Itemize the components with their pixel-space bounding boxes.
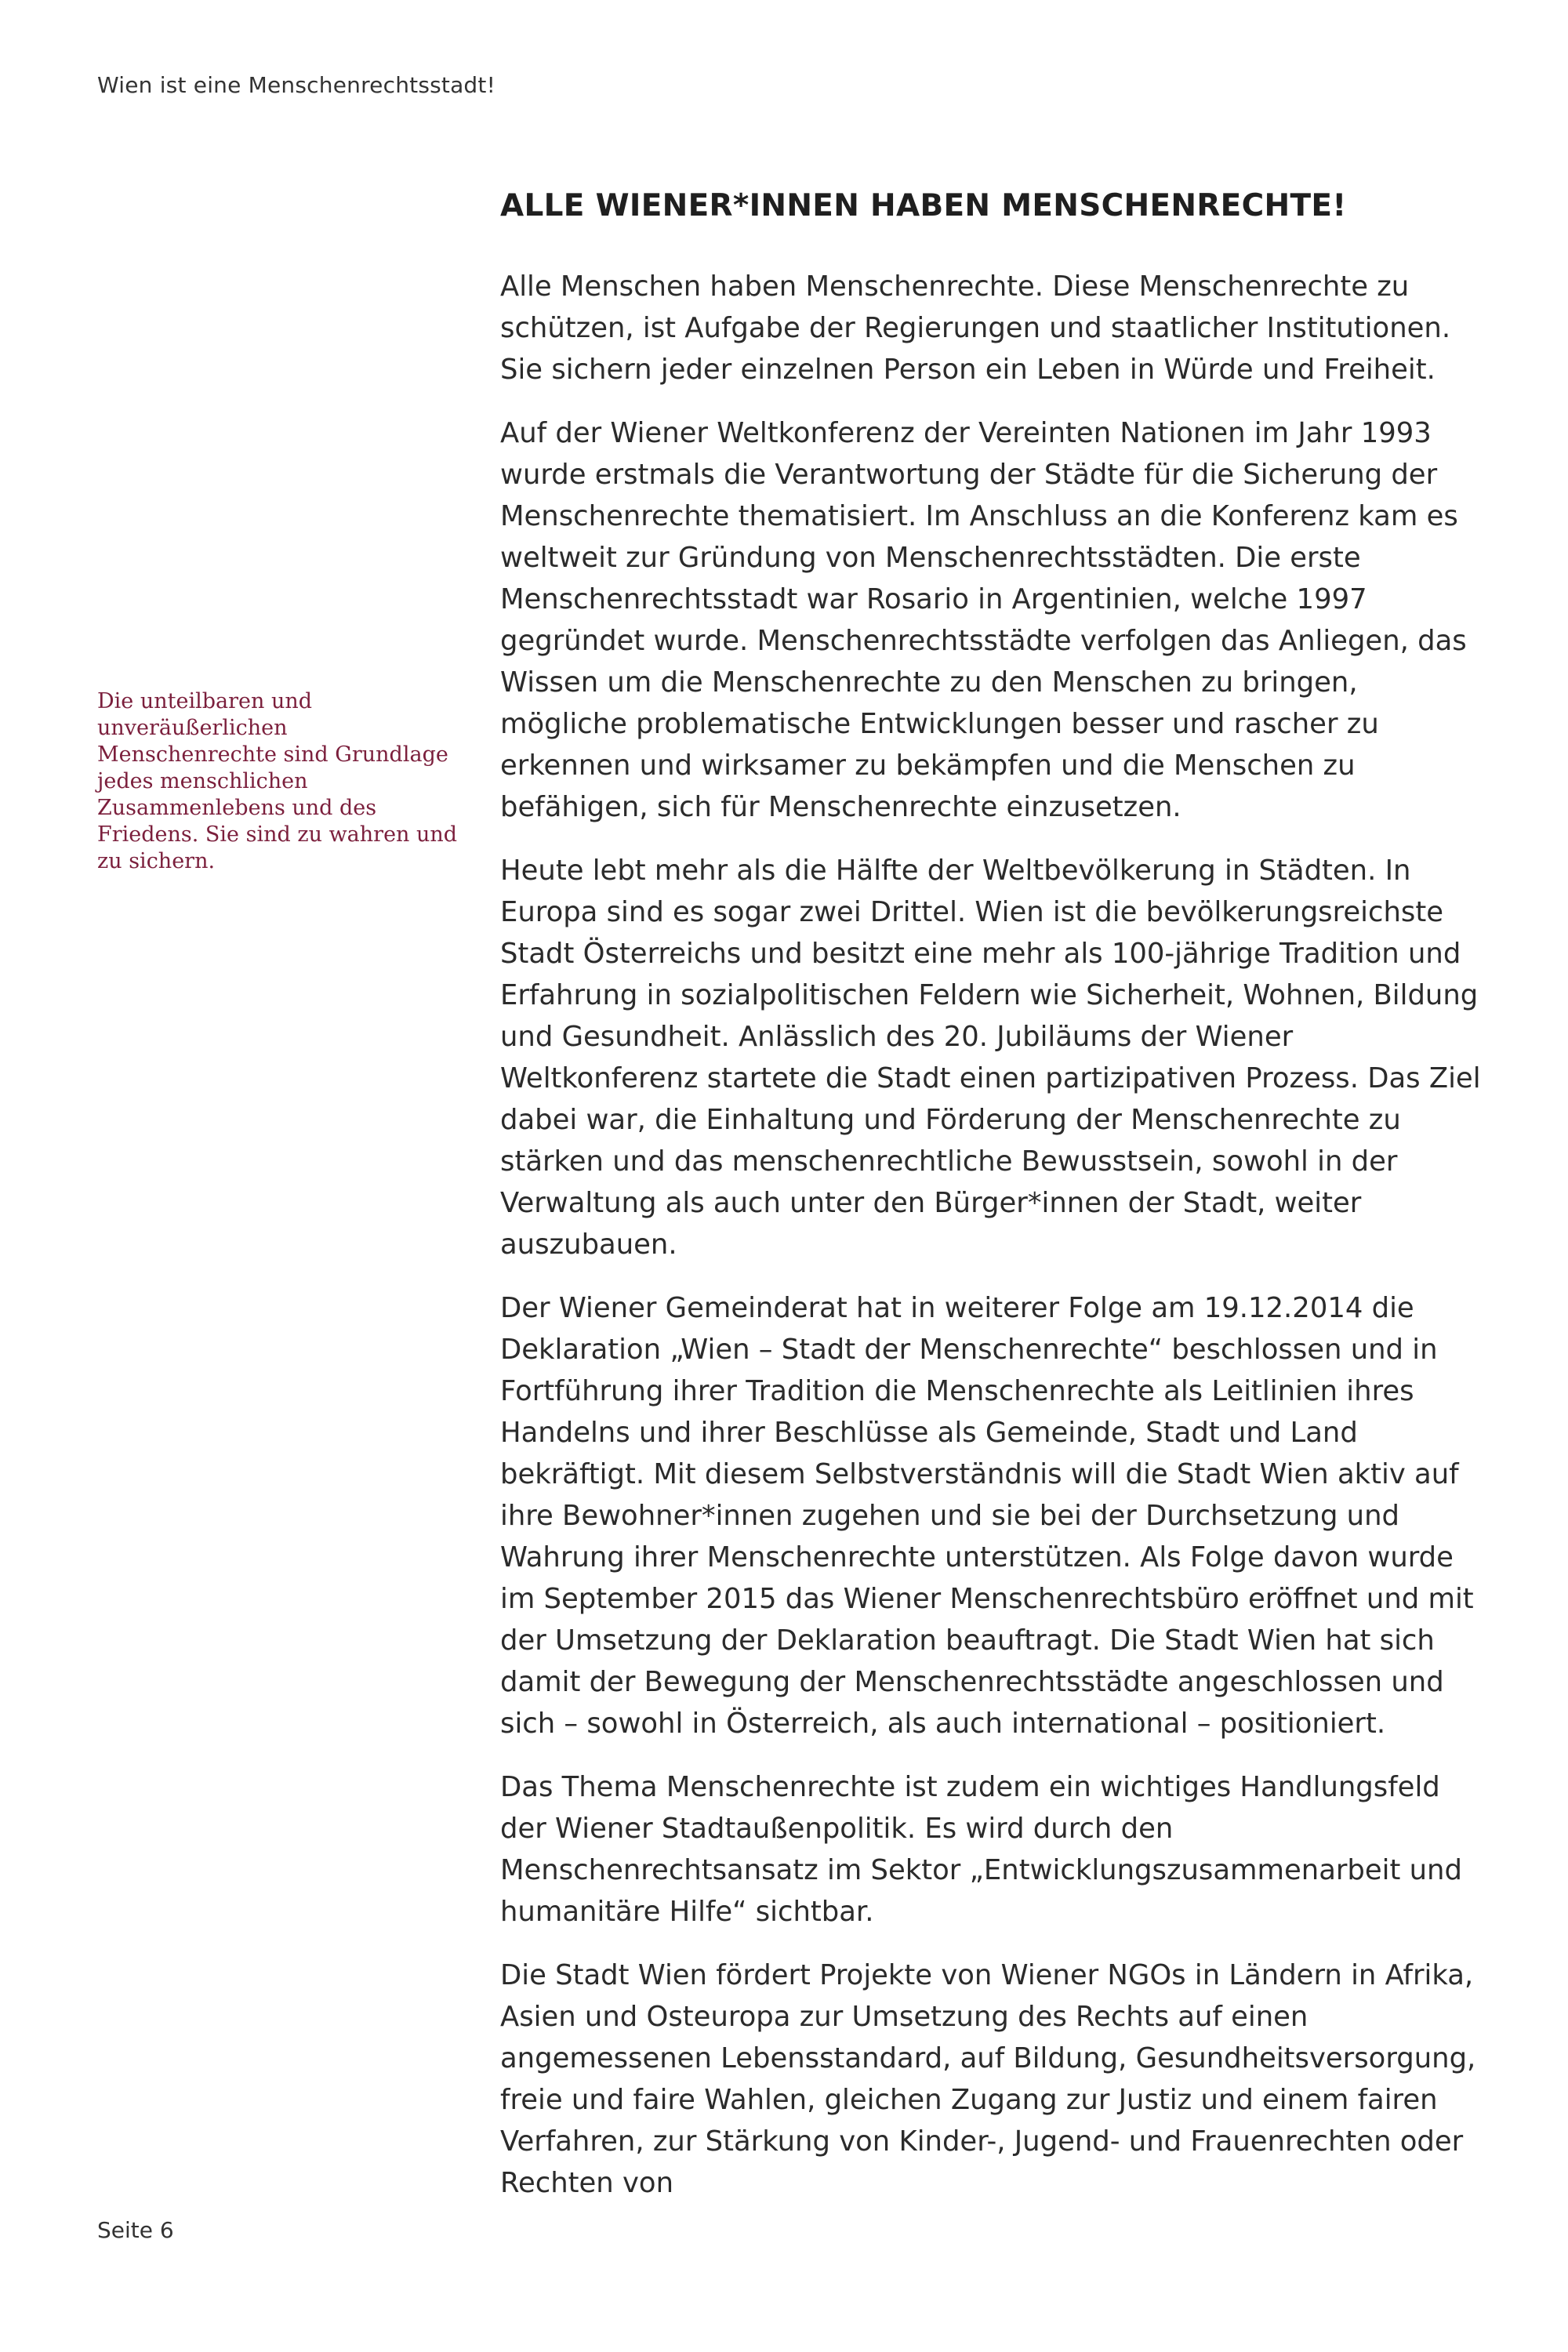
sidebar-quote: Die unteilbaren und unveräußerlichen Menschenrechte sind Grundlage jedes menschlichen Zusammenlebens und des Friedens. Sie sind zu wahren und zu sichern.	[97, 689, 458, 873]
paragraph-4: Der Wiener Gemeinderat hat in weiterer Folge am 19.12.2014 die Deklaration „Wien – Stadt der Menschenrechte“ beschlossen und in Fortführung ihrer Tradition die Menschenrechte als Leitlinien ihres Handelns und ihrer Beschlüsse als Gemeinde, Stadt und Land bekräftigt. Mit diesem Selbstverständnis will die Stadt Wien aktiv auf ihre Bewohner*innen zugehen und sie bei der Durchsetzung und Wahrung ihrer Menschenrechte unterstützen. Als Folge davon wurde im September 2015 das Wiener Menschenrechtsbüro eröffnet und mit der Umsetzung der Deklaration beauftragt. Die Stadt Wien hat sich damit der Bewegung der Menschenrechtsstädte angeschlossen und sich – sowohl in Österreich, als auch international – positioniert.	[500, 1292, 1474, 1740]
paragraph-6: Die Stadt Wien fördert Projekte von Wiener NGOs in Ländern in Afrika, Asien und Osteuropa zur Umsetzung des Rechts auf einen angemessenen Lebensstandard, auf Bildung, Gesundheitsversorgung, freie und faire Wahlen, gleichen Zugang zur Justiz und einem fairen Verfahren, zur Stärkung von Kinder-, Jugend- und Frauenrechten oder Rechten von	[500, 1959, 1476, 2199]
paragraph-1: Alle Menschen haben Menschenrechte. Diese Menschenrechte zu schützen, ist Aufgabe der Regierungen und staatlicher Institutionen. Sie sichern jeder einzelnen Person ein Leben in Würde und Freiheit.	[500, 270, 1451, 386]
paragraph-5: Das Thema Menschenrechte ist zudem ein wichtiges Handlungsfeld der Wiener Stadtaußenpolitik. Es wird durch den Menschenrechtsansatz im Sektor „Entwicklungszusammenarbeit und humanitäre Hilfe“ sichtbar.	[500, 1771, 1462, 1928]
paragraph-3: Heute lebt mehr als die Hälfte der Weltbevölkerung in Städten. In Europa sind es sogar zwei Drittel. Wien ist die bevölkerungsreichste Stadt Österreichs und besitzt eine mehr als 100-jährige Tradition und Erfahrung in sozialpolitischen Feldern wie Sicherheit, Wohnen, Bildung und Gesundheit. Anlässlich des 20. Jubiläums der Wiener Weltkonferenz startete die Stadt einen partizipativen Prozess. Das Ziel dabei war, die Einhaltung und Förderung der Menschenrechte zu stärken und das menschenrechtliche Bewusstsein, sowohl in der Verwaltung als auch unter den Bürger*innen der Stadt, weiter auszubauen.	[500, 855, 1481, 1261]
main-column	[500, 188, 1490, 2226]
running-header: Wien ist eine Menschenrechtsstadt!	[97, 72, 496, 98]
page-title: ALLE WIENER*INNEN HABEN MENSCHENRECHTE!	[500, 188, 1347, 223]
page-number: Seite 6	[97, 2217, 174, 2243]
paragraph-2: Auf der Wiener Weltkonferenz der Vereinten Nationen im Jahr 1993 wurde erstmals die Verantwortung der Städte für die Sicherung der Menschenrechte thematisiert. Im Anschluss an die Konferenz kam es weltweit zur Gründung von Menschenrechtsstädten. Die erste Menschenrechtsstadt war Rosario in Argentinien, welche 1997 gegründet wurde. Menschenrechtsstädte verfolgen das Anliegen, das Wissen um die Menschenrechte zu den Menschen zu bringen, mögliche problematische Entwicklungen besser und rascher zu erkennen und wirksamer zu bekämpfen und die Menschen zu befähigen, sich für Menschenrechte einzusetzen.	[500, 417, 1467, 823]
